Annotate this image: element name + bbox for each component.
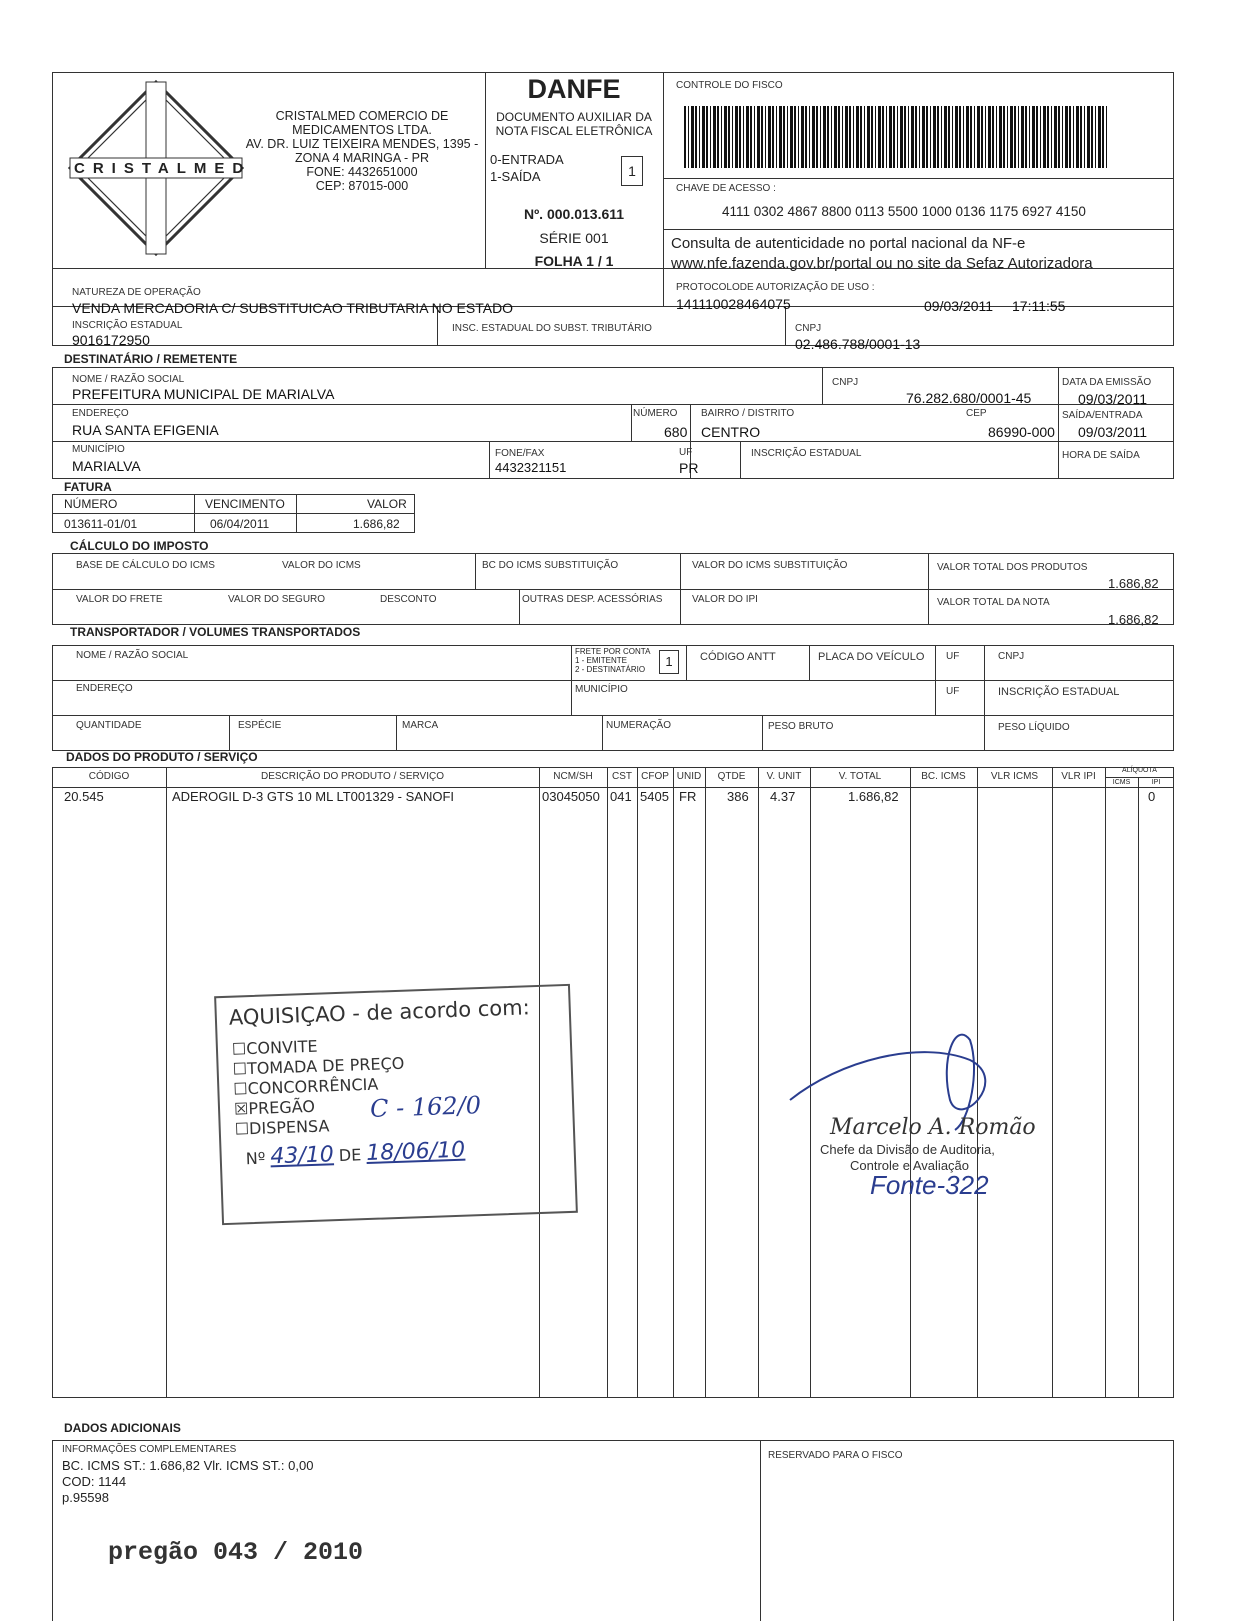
entrada-label: 0-ENTRADA bbox=[490, 152, 564, 167]
danfe-subtitle bbox=[485, 110, 663, 138]
signature-role-1: Chefe da Divisão de Auditoria, bbox=[820, 1142, 995, 1157]
dest-numero: 680 bbox=[664, 424, 688, 440]
natureza-value: VENDA MERCADORIA C/ SUBSTITUICAO TRIBUTARIA NO ESTADO bbox=[72, 300, 514, 316]
col-unid: UNID bbox=[676, 771, 702, 782]
dest-uf: PR bbox=[679, 460, 699, 476]
col-vtotal: V. TOTAL bbox=[838, 771, 882, 782]
stamp-opt-tomada: TOMADA DE PREÇO bbox=[246, 1053, 405, 1079]
dest-fone-label: FONE/FAX bbox=[495, 448, 545, 459]
frete-label: VALOR DO FRETE bbox=[76, 594, 163, 605]
signature-role-2: Controle e Avaliação bbox=[850, 1158, 970, 1173]
hora-saida-label: HORA DE SAÍDA bbox=[1062, 450, 1140, 461]
acquisition-stamp bbox=[214, 984, 578, 1225]
placa-label: PLACA DO VEÍCULO bbox=[818, 651, 925, 663]
protocolo-time: 17:11:55 bbox=[1012, 298, 1066, 314]
destinatario-box bbox=[52, 367, 1174, 479]
nf-number: Nº. 000.013.611 bbox=[523, 206, 625, 222]
v-nota-value: 1.686,82 bbox=[1108, 612, 1159, 627]
stamp-handwritten-number: C - 162/0 bbox=[369, 1091, 482, 1123]
fatura-header-numero: NÚMERO bbox=[64, 497, 118, 511]
dest-cnpj: 76.282.680/0001-45 bbox=[906, 390, 1032, 406]
company-cep: CEP: 87015-000 bbox=[315, 179, 409, 193]
dest-endereco-label: ENDEREÇO bbox=[72, 408, 129, 419]
transp-title: TRANSPORTADOR / VOLUMES TRANSPORTADOS bbox=[70, 625, 361, 639]
cnpj-label: CNPJ bbox=[795, 323, 822, 334]
especie-label: ESPÉCIE bbox=[238, 720, 282, 731]
fatura-header-valor: VALOR bbox=[367, 497, 407, 511]
cell-cst: 041 bbox=[610, 789, 632, 804]
stamp-opt-pregao: PREGÃO bbox=[248, 1096, 316, 1119]
adicionais-title: DADOS ADICIONAIS bbox=[64, 1421, 181, 1435]
protocolo-date: 09/03/2011 bbox=[924, 298, 994, 314]
col-bcicms: BC. ICMS bbox=[921, 771, 966, 782]
fatura-vencimento: 06/04/2011 bbox=[210, 517, 270, 531]
company-info bbox=[232, 109, 492, 193]
ipi-label: VALOR DO IPI bbox=[692, 594, 758, 605]
signature bbox=[780, 1020, 1080, 1220]
col-vunit: V. UNIT bbox=[766, 771, 802, 782]
col-ncm: NCM/SH bbox=[553, 771, 593, 782]
destinatario-title: DESTINATÁRIO / REMETENTE bbox=[64, 352, 238, 366]
stamp-numero-prefix: Nº bbox=[245, 1148, 266, 1169]
natureza-label: NATUREZA DE OPERAÇÃO bbox=[72, 287, 201, 298]
dest-nome-label: NOME / RAZÃO SOCIAL bbox=[72, 374, 185, 385]
ie-st-label: INSC. ESTADUAL DO SUBST. TRIBUTÁRIO bbox=[452, 323, 652, 334]
transp-ie-label: INSCRIÇÃO ESTADUAL bbox=[998, 686, 1120, 698]
saida-data: 09/03/2011 bbox=[1078, 424, 1148, 440]
quantidade-label: QUANTIDADE bbox=[76, 720, 142, 731]
cell-codigo: 20.545 bbox=[64, 789, 104, 804]
protocolo-label: PROTOCOLODE AUTORIZAÇÃO DE USO : bbox=[676, 282, 875, 293]
nf-serie: SÉRIE 001 bbox=[539, 230, 609, 246]
company-city: ZONA 4 MARINGA - PR bbox=[294, 151, 430, 165]
outras-label: OUTRAS DESP. ACESSÓRIAS bbox=[522, 594, 663, 605]
danfe-title: DANFE bbox=[527, 74, 621, 104]
dest-cep: 86990-000 bbox=[988, 424, 1055, 440]
desconto-label: DESCONTO bbox=[380, 594, 437, 605]
stamp-data: 18/06/10 bbox=[365, 1137, 466, 1167]
stamp-de: DE bbox=[338, 1145, 362, 1166]
cell-unid: FR bbox=[679, 789, 697, 804]
dest-cep-label: CEP bbox=[966, 408, 987, 419]
frete-por-conta bbox=[575, 647, 650, 674]
consulta-text: Consulta de autenticidade no portal nacional da NF-e bbox=[671, 235, 1026, 252]
emissao-label: DATA DA EMISSÃO bbox=[1062, 377, 1152, 388]
dest-fone: 4432321151 bbox=[495, 460, 567, 475]
danfe-subtitle-2: NOTA FISCAL ELETRÔNICA bbox=[495, 124, 653, 138]
nf-folha: FOLHA 1 / 1 bbox=[534, 253, 614, 269]
cell-cfop: 5405 bbox=[640, 789, 669, 804]
frete-opt-1: 1 - EMITENTE bbox=[575, 656, 628, 665]
company-name: CRISTALMED COMERCIO DE bbox=[275, 109, 449, 123]
stamp-opt-concorrencia: CONCORRÊNCIA bbox=[247, 1074, 379, 1099]
saida-label: 1-SAÍDA bbox=[490, 169, 541, 184]
info-line-3: p.95598 bbox=[62, 1490, 109, 1505]
col-vlripi: VLR IPI bbox=[1061, 771, 1096, 782]
transp-municipio-label: MUNICÍPIO bbox=[575, 684, 628, 695]
company-logo: CRISTALMED bbox=[66, 78, 246, 258]
frete-value: 1 bbox=[659, 650, 679, 674]
saida-data-label: SAÍDA/ENTRADA bbox=[1062, 410, 1143, 421]
stamp-title: AQUISIÇAO - de acordo com: bbox=[228, 995, 531, 1030]
col-cfop: CFOP bbox=[641, 771, 669, 782]
dest-bairro: CENTRO bbox=[701, 424, 761, 440]
dest-uf-label: UF bbox=[679, 447, 693, 458]
col-aliquota: ALÍQUOTA bbox=[1122, 767, 1157, 774]
protocolo-value: 141110028464075 bbox=[676, 296, 791, 312]
controle-fisco-label: CONTROLE DO FISCO bbox=[676, 80, 783, 91]
v-st-label: VALOR DO ICMS SUBSTITUIÇÃO bbox=[692, 560, 848, 571]
transp-uf-label: UF bbox=[946, 651, 960, 662]
company-name-2: MEDICAMENTOS LTDA. bbox=[292, 123, 432, 137]
transp-endereco-label: ENDEREÇO bbox=[76, 683, 133, 694]
info-line-1: BC. ICMS ST.: 1.686,82 Vlr. ICMS ST.: 0,00 bbox=[62, 1458, 314, 1473]
antt-label: CÓDIGO ANTT bbox=[700, 651, 776, 663]
dest-municipio-label: MUNICÍPIO bbox=[72, 444, 125, 455]
dest-cnpj-label: CNPJ bbox=[832, 377, 859, 388]
col-qtde: QTDE bbox=[717, 771, 746, 782]
v-nota-label: VALOR TOTAL DA NOTA bbox=[937, 597, 1050, 608]
v-prod-value: 1.686,82 bbox=[1108, 576, 1159, 591]
bc-st-label: BC DO ICMS SUBSTITUIÇÃO bbox=[482, 560, 619, 571]
peso-liquido-label: PESO LÍQUIDO bbox=[998, 722, 1070, 733]
cell-descricao: ADEROGIL D-3 GTS 10 ML LT001329 - SANOFI bbox=[172, 789, 455, 804]
transp-cnpj-label: CNPJ bbox=[998, 651, 1025, 662]
cell-vtotal: 1.686,82 bbox=[848, 789, 899, 804]
chave-label: CHAVE DE ACESSO : bbox=[676, 183, 776, 194]
v-prod-label: VALOR TOTAL DOS PRODUTOS bbox=[937, 562, 1088, 573]
dest-municipio: MARIALVA bbox=[72, 458, 141, 474]
dest-ie-label: INSCRIÇÃO ESTADUAL bbox=[751, 448, 862, 459]
frete-opt-2: 2 - DESTINATÁRIO bbox=[575, 665, 646, 674]
transp-nome-label: NOME / RAZÃO SOCIAL bbox=[76, 650, 189, 661]
ie-value: 9016172950 bbox=[72, 332, 150, 348]
col-codigo: CÓDIGO bbox=[88, 771, 130, 782]
cell-vunit: 4.37 bbox=[770, 789, 796, 804]
tipo-box: 1 bbox=[621, 156, 643, 186]
stamp-opt-convite: CONVITE bbox=[245, 1036, 318, 1059]
transp-uf2-label: UF bbox=[946, 686, 960, 697]
ie-label: INSCRIÇÃO ESTADUAL bbox=[72, 320, 183, 331]
col-descricao: DESCRIÇÃO DO PRODUTO / SERVIÇO bbox=[261, 771, 444, 782]
bc-icms-label: BASE DE CÁLCULO DO ICMS bbox=[76, 560, 215, 571]
produtos-title: DADOS DO PRODUTO / SERVIÇO bbox=[66, 750, 258, 764]
fatura-valor: 1.686,82 bbox=[353, 517, 400, 531]
info-line-2: COD: 1144 bbox=[62, 1474, 127, 1489]
chave-acesso: 4111 0302 4867 8800 0113 5500 1000 0136 1175 6927 4150 bbox=[722, 204, 1086, 219]
cell-aliq-ipi: 0 bbox=[1148, 789, 1156, 804]
stamp-numero: 43/10 bbox=[269, 1142, 335, 1170]
col-cst: CST bbox=[612, 771, 632, 782]
stamp-options: ☐CONVITE ☐TOMADA DE PREÇO ☐CONCORRÊNCIA ☒PREGÃO ☐DISPENSA bbox=[231, 1036, 405, 1139]
pregao-stamp: pregão 043 / 2010 bbox=[108, 1538, 364, 1567]
danfe-subtitle-1: DOCUMENTO AUXILIAR DA bbox=[496, 110, 652, 124]
signature-note: Fonte-322 bbox=[870, 1170, 989, 1200]
company-address: AV. DR. LUIZ TEIXEIRA MENDES, 1395 - bbox=[245, 137, 479, 151]
stamp-numero-line bbox=[245, 1138, 465, 1171]
consulta-url[interactable]: www.nfe.fazenda.gov.br/portal ou no site da Sefaz Autorizadora bbox=[671, 255, 1093, 272]
marca-label: MARCA bbox=[402, 720, 439, 731]
col-aliq-ipi: IPI bbox=[1151, 779, 1161, 786]
dest-nome: PREFEITURA MUNICIPAL DE MARIALVA bbox=[72, 386, 335, 402]
info-comp bbox=[62, 1458, 313, 1506]
dest-bairro-label: BAIRRO / DISTRITO bbox=[701, 408, 795, 419]
fatura-title: FATURA bbox=[64, 480, 112, 494]
v-icms-label: VALOR DO ICMS bbox=[282, 560, 361, 571]
frete-label: FRETE POR CONTA bbox=[575, 647, 651, 656]
seguro-label: VALOR DO SEGURO bbox=[228, 594, 326, 605]
col-aliq-icms: ICMS bbox=[1112, 779, 1131, 786]
emissao-value: 09/03/2011 bbox=[1078, 391, 1148, 407]
col-vlricms: VLR ICMS bbox=[990, 771, 1039, 782]
reservado-fisco-label: RESERVADO PARA O FISCO bbox=[768, 1450, 903, 1461]
dest-numero-label: NÚMERO bbox=[633, 408, 678, 419]
stamp-opt-dispensa: DISPENSA bbox=[248, 1116, 330, 1139]
barcode bbox=[684, 106, 1108, 168]
company-phone: FONE: 4432651000 bbox=[306, 165, 418, 179]
imposto-title: CÁLCULO DO IMPOSTO bbox=[70, 539, 209, 553]
cell-qtde: 386 bbox=[727, 789, 749, 804]
fatura-header-vencimento: VENCIMENTO bbox=[205, 497, 285, 511]
numeracao-label: NUMERAÇÃO bbox=[606, 720, 672, 731]
dest-endereco: RUA SANTA EFIGENIA bbox=[72, 422, 219, 438]
signature-name: Marcelo A. Romão bbox=[830, 1115, 1036, 1140]
cell-ncm: 03045050 bbox=[542, 789, 600, 804]
fatura-numero: 013611-01/01 bbox=[64, 517, 138, 531]
info-comp-label: INFORMAÇÕES COMPLEMENTARES bbox=[62, 1444, 237, 1455]
peso-bruto-label: PESO BRUTO bbox=[768, 721, 834, 732]
cnpj-value: 02.486.788/0001-13 bbox=[795, 336, 921, 352]
